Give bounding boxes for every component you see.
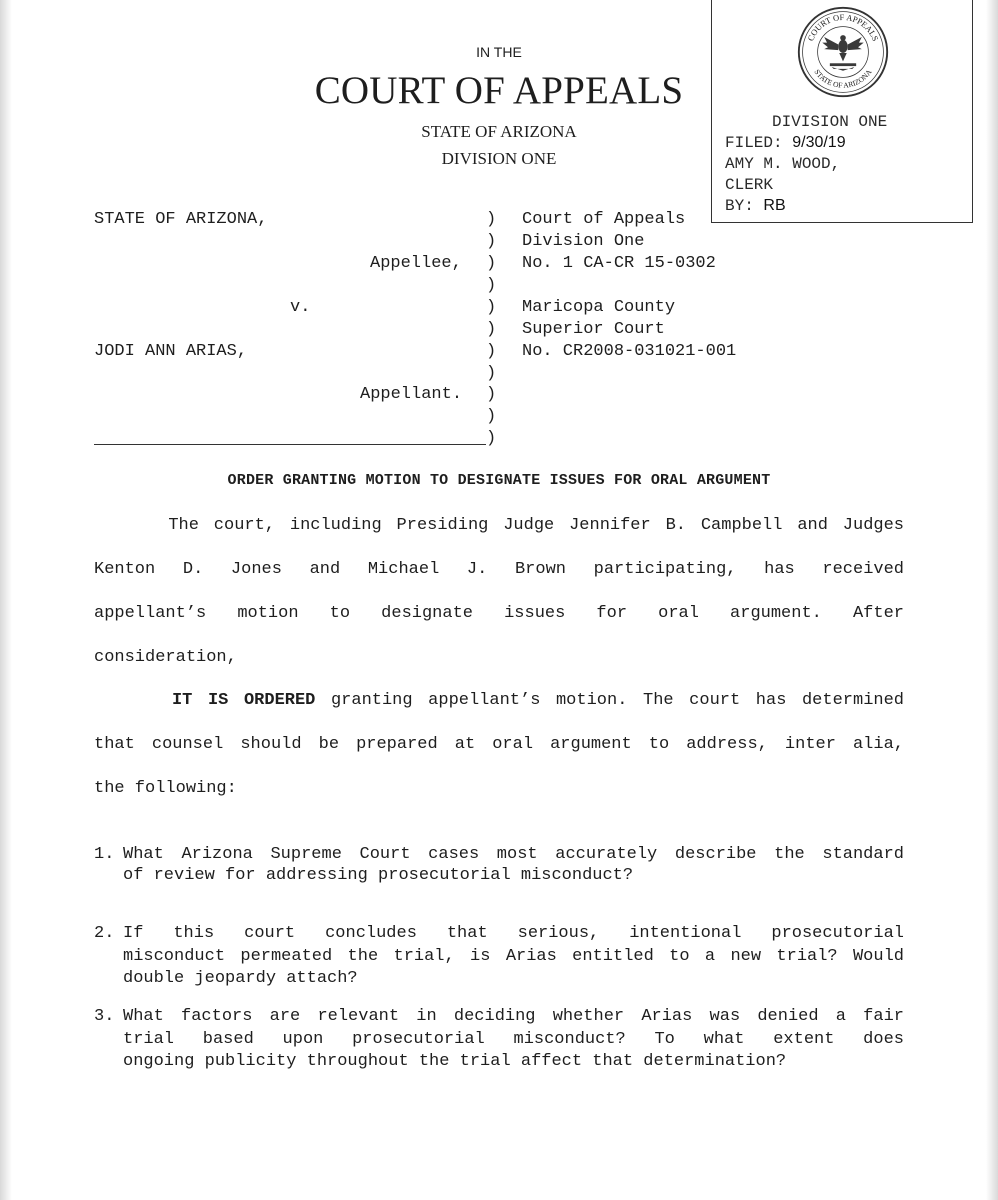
caption-role-appellant: Appellant. [360,385,463,404]
case-number: No. 1 CA-CR 15-0302 [522,254,716,273]
caption-paren: ) [486,210,497,229]
paragraph-line: the following: [94,779,237,798]
caption-paren: ) [486,407,497,426]
paragraph-line-ordered [94,691,904,710]
question-line: ongoing publicity throughout the trial affect that determination? [123,1052,787,1071]
header-in-the: IN THE [476,44,522,60]
caption-versus: v. [290,298,311,317]
court-title: COURT OF APPEALS [314,69,684,112]
stamp-by-initials: RB [763,197,786,214]
question-line: If this court concludes that serious, intentional prosecutorial [123,924,904,943]
lower-court-number: No. CR2008-031021-001 [522,342,737,361]
caption-paren: ) [486,385,497,404]
question-number: 3. [94,1007,115,1026]
page-edge-shadow-left [0,0,12,1200]
case-court-line: Division One [522,232,645,251]
paragraph-line: The court, including Presiding Judge Jennifer B. Campbell and Judges [94,516,904,535]
stamp-filed-date: 9/30/19 [792,134,846,151]
seal-top-text: COURT OF APPEALS [805,11,881,43]
caption-party-appellee: STATE OF ARIZONA, [94,210,268,229]
question-line: trial based upon prosecutorial misconduct? To what extent does [123,1030,904,1049]
seal-bottom-text: STATE OF ARIZONA [812,67,874,90]
stamp-filed-label: FILED: [725,134,783,152]
caption-paren: ) [486,276,497,295]
lower-court-line: Maricopa County [522,298,676,317]
caption-paren: ) [486,429,497,448]
order-title: ORDER GRANTING MOTION TO DESIGNATE ISSUES FOR ORAL ARGUMENT [227,472,771,489]
question-line: double jeopardy attach? [123,969,358,988]
paragraph-line: that counsel should be prepared at oral argument to address, inter alia, [94,735,904,754]
question-number: 1. [94,845,115,864]
court-seal-icon [796,5,890,99]
paragraph-line: appellant’s motion to designate issues for oral argument. After [94,604,904,623]
caption-party-appellant: JODI ANN ARIAS, [94,342,248,361]
paragraph-indent [94,691,172,710]
stamp-filed [725,134,846,152]
stamp-clerk-name: AMY M. WOOD, [725,155,841,173]
it-is-ordered: IT IS ORDERED [171,691,316,710]
page-edge-shadow-right [986,0,998,1200]
lower-court-line: Superior Court [522,320,665,339]
question-line: of review for addressing prosecutorial misconduct? [123,866,634,885]
caption-paren: ) [486,342,497,361]
paragraph-line-rest: granting appellant’s motion. The court has determined [315,691,904,710]
header-division: DIVISION ONE [441,149,557,168]
stamp-clerk-title: CLERK [725,176,774,194]
question-number: 2. [94,924,115,943]
caption-paren: ) [486,364,497,383]
stamp-by [725,197,786,215]
filed-stamp [711,0,973,223]
question-line: What Arizona Supreme Court cases most accurately describe the standard [123,845,904,864]
question-line: What factors are relevant in deciding whether Arias was denied a fair [123,1007,904,1026]
case-court-line: Court of Appeals [522,210,686,229]
caption-role-appellee: Appellee, [370,254,462,273]
stamp-by-label: BY: [725,197,754,215]
caption-rule [94,444,486,445]
caption-paren: ) [486,320,497,339]
caption-paren: ) [486,254,497,273]
paragraph-line: consideration, [94,648,237,667]
stamp-division: DIVISION ONE [772,113,888,131]
caption-paren: ) [486,298,497,317]
caption-paren: ) [486,232,497,251]
question-line: misconduct permeated the trial, is Arias entitled to a new trial? Would [123,947,904,966]
header-state: STATE OF ARIZONA [421,122,577,141]
paragraph-line: Kenton D. Jones and Michael J. Brown participating, has received [94,560,904,579]
